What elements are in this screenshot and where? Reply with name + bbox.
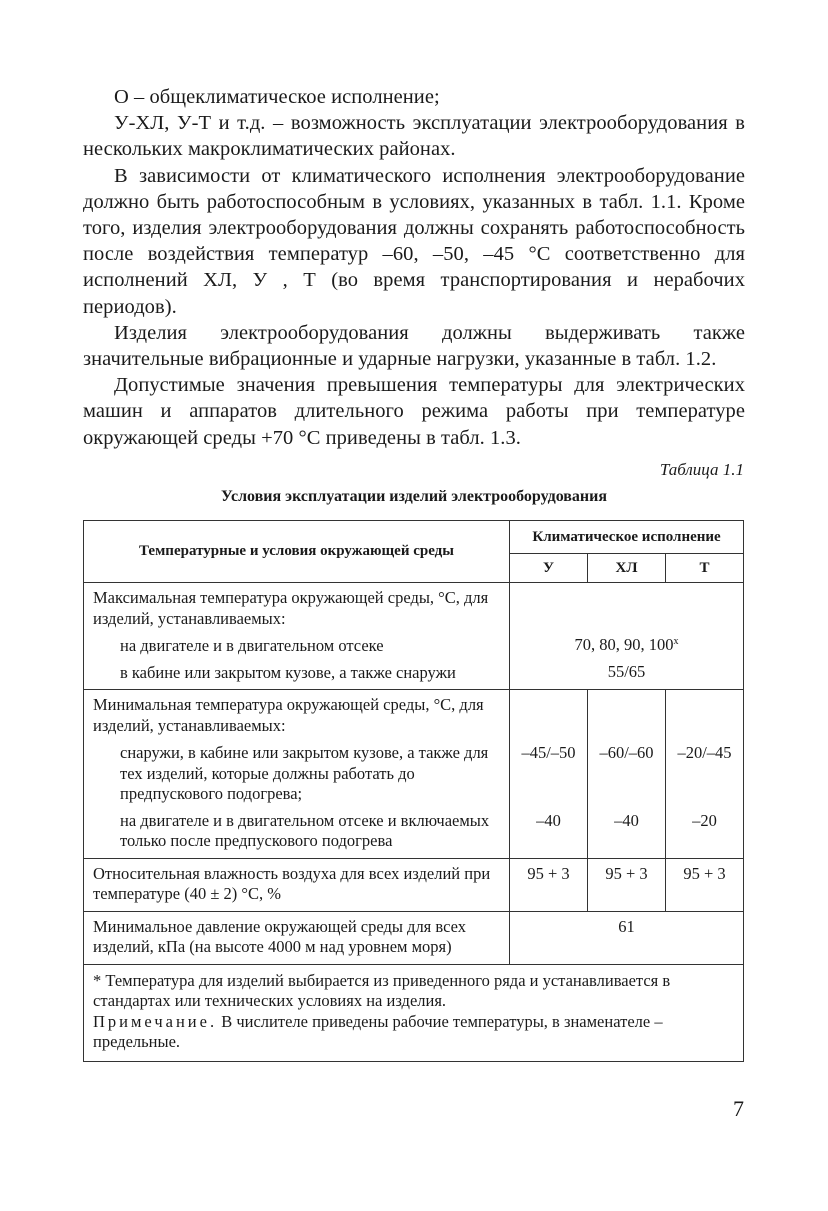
header-row xyxy=(84,521,744,554)
conditions-table xyxy=(83,520,744,1062)
min-temp-title: Минимальная температура окружающей среды, °C, для изделий, устанавливаемых: xyxy=(93,695,484,735)
max-temp-values xyxy=(510,583,744,690)
paragraph-2: У-ХЛ, У-Т и т.д. – возможность эксплуатации электрооборудования в нескольких макроклиматических районах. xyxy=(83,112,745,161)
body-text xyxy=(83,84,745,451)
note-line xyxy=(93,1012,734,1053)
page-number: 7 xyxy=(733,1096,744,1121)
min-engine-u: –40 xyxy=(536,810,561,830)
min-engine-label: на двигателе и в двигательном отсеке и включаемых только после предпускового подогрева xyxy=(120,810,490,850)
pressure-row xyxy=(84,911,744,964)
table-label: Таблица 1.1 xyxy=(659,460,744,479)
header-conditions: Температурные и условия окружающей среды xyxy=(84,521,510,583)
humidity-row xyxy=(84,858,744,911)
footnote-text: * Температура для изделий выбирается из приведенного ряда и устанавливается в стандартах или технических условиях на изделия. xyxy=(93,970,671,1010)
pressure-label: Минимальное давление окружающей среды для всех изделий, кПа (на высоте 4000 м над уровнем моря) xyxy=(84,911,510,964)
min-u-cell xyxy=(510,690,588,859)
notes-row xyxy=(84,964,744,1061)
footnote-mark: х xyxy=(673,636,679,647)
max-engine-value: 70, 80, 90, 100 xyxy=(574,635,674,654)
paragraph-4: Изделия электрооборудования должны выдерживать также значительные вибрационные и ударные нагрузки, указанные в табл. 1.2. xyxy=(83,321,745,371)
max-cabin-value: 55/65 xyxy=(607,661,646,681)
header-khl: ХЛ xyxy=(588,554,666,583)
min-khl-cell xyxy=(588,690,666,859)
min-engine-khl: –40 xyxy=(614,810,639,830)
min-temp-cell xyxy=(84,690,510,859)
note-text: В числителе приведены рабочие температуры, в знаменателе – предельные. xyxy=(93,1011,663,1051)
humidity-khl: 95 + 3 xyxy=(588,858,666,911)
max-engine-label: на двигателе и в двигательном отсеке xyxy=(120,636,384,655)
note-word: Примечание. xyxy=(93,1011,218,1031)
humidity-u: 95 + 3 xyxy=(510,858,588,911)
min-t-cell xyxy=(666,690,744,859)
pressure-value: 61 xyxy=(510,911,744,964)
min-outside-t: –20/–45 xyxy=(677,743,732,762)
humidity-t: 95 + 3 xyxy=(666,858,744,911)
table-title: Условия эксплуатации изделий электрооборудования xyxy=(220,488,608,505)
min-engine-t: –20 xyxy=(692,810,717,830)
notes-cell xyxy=(84,964,744,1061)
max-temp-cell xyxy=(84,583,510,690)
header-climatic: Климатическое исполнение xyxy=(510,521,744,554)
max-temp-row xyxy=(84,583,744,690)
header-t: Т xyxy=(666,554,744,583)
min-outside-khl: –60/–60 xyxy=(599,743,654,762)
paragraph-3: В зависимости от климатического исполнения электрооборудование должно быть работоспособным в условиях, указанных в табл. 1.1. Кроме того, изделия электрооборудования должны сохранять работоспособность после воздействия температур –60, –50, –45 °C соответственно для исполнений ХЛ, У , Т (во время транспортирования и нерабочих периодов). xyxy=(83,164,745,318)
min-temp-row xyxy=(84,690,744,859)
paragraph-5: Допустимые значения превышения температуры для электрических машин и аппаратов длительного режима работы при температуре окружающей среды +70 °C приведены в табл. 1.3. xyxy=(83,374,745,449)
max-cabin-label: в кабине или закрытом кузове, а также снаружи xyxy=(120,662,456,682)
min-outside-u: –45/–50 xyxy=(521,743,576,762)
min-outside-label: снаружи, в кабине или закрытом кузове, а также для тех изделий, которые должны работать до предпускового подогрева; xyxy=(120,743,489,803)
paragraph-1: О – общеклиматическое исполнение; xyxy=(114,86,440,108)
humidity-label: Относительная влажность воздуха для всех изделий при температуре (40 ± 2) °С, % xyxy=(84,858,510,911)
max-temp-title: Максимальная температура окружающей среды, °C, для изделий, устанавливаемых: xyxy=(93,588,489,628)
header-u: У xyxy=(510,554,588,583)
